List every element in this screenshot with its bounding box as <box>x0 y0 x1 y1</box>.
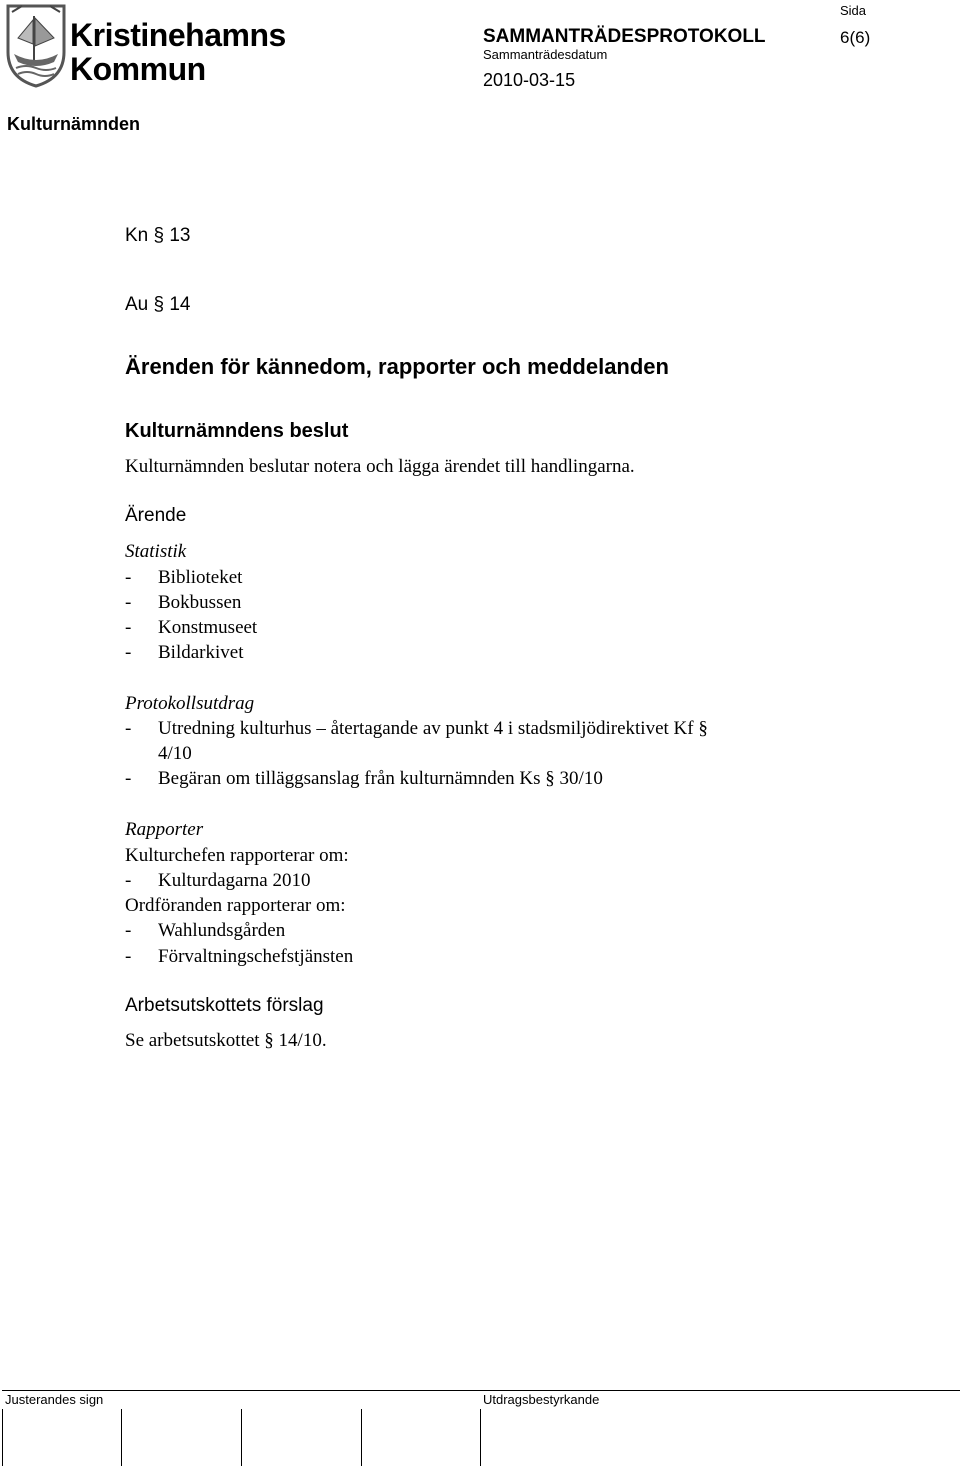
page-number: 6(6) <box>840 28 871 47</box>
justerandes-sign-label: Justerandes sign <box>5 1392 104 1407</box>
logo-text-line1: Kristinehamns <box>70 17 286 53</box>
rapporter-heading: Rapporter <box>125 819 204 840</box>
list-item: - <box>125 567 132 588</box>
protokoll-item-1-line1: Utredning kulturhus – återtagande av punkt 4 i stadsmiljödirektivet Kf § <box>158 718 708 739</box>
protocol-title: SAMMANTRÄDESPROTOKOLL <box>483 26 766 47</box>
ordforande-item: Förvaltningschefstjänsten <box>158 946 354 967</box>
list-item: - <box>125 870 132 891</box>
au-reference: Au § 14 <box>125 294 191 315</box>
signature-box-divider <box>121 1409 122 1466</box>
protokoll-item-1-line2: 4/10 <box>158 743 192 764</box>
department-name: Kulturnämnden <box>7 114 140 134</box>
list-item: - <box>125 592 132 613</box>
protokoll-item-2: Begäran om tilläggsanslag från kulturnämnden Ks § 30/10 <box>158 768 603 789</box>
municipality-logo <box>4 2 286 92</box>
page-label: Sida <box>840 3 867 18</box>
au-forslag-text: Se arbetsutskottet § 14/10. <box>125 1030 327 1051</box>
list-item: - <box>125 642 132 663</box>
utdragsbestyrkande-label: Utdragsbestyrkande <box>483 1392 600 1407</box>
kulturchef-text: Kulturchefen rapporterar om: <box>125 845 349 866</box>
signature-box-divider <box>2 1409 3 1466</box>
logo-text-line2: Kommun <box>70 51 206 87</box>
decision-text: Kulturnämnden beslutar notera och lägga ärendet till handlingarna. <box>125 456 635 477</box>
ship-crest-icon <box>4 2 68 88</box>
protokoll-heading: Protokollsutdrag <box>125 693 255 714</box>
statistik-item: Bildarkivet <box>158 642 244 663</box>
kn-reference: Kn § 13 <box>125 225 191 246</box>
list-item: - <box>125 718 132 739</box>
signature-box-divider <box>361 1409 362 1466</box>
list-item: - <box>125 768 132 789</box>
list-item: - <box>125 920 132 941</box>
au-forslag-heading: Arbetsutskottets förslag <box>125 995 324 1016</box>
signature-box-divider <box>241 1409 242 1466</box>
statistik-item: Bokbussen <box>158 592 242 613</box>
ordforande-text: Ordföranden rapporterar om: <box>125 895 346 916</box>
arende-heading: Ärende <box>125 505 187 526</box>
kulturchef-item: Kulturdagarna 2010 <box>158 870 311 891</box>
page-title: Ärenden för kännedom, rapporter och meddelanden <box>125 354 669 379</box>
statistik-item: Konstmuseet <box>158 617 258 638</box>
statistik-heading: Statistik <box>125 541 187 562</box>
signature-box-divider <box>480 1409 481 1466</box>
footer-divider <box>2 1390 960 1391</box>
list-item: - <box>125 617 132 638</box>
decision-heading: Kulturnämndens beslut <box>125 420 349 442</box>
ordforande-item: Wahlundsgården <box>158 920 286 941</box>
meeting-date: 2010-03-15 <box>483 70 576 90</box>
statistik-item: Biblioteket <box>158 567 243 588</box>
list-item: - <box>125 946 132 967</box>
date-label: Sammanträdesdatum <box>483 47 608 62</box>
